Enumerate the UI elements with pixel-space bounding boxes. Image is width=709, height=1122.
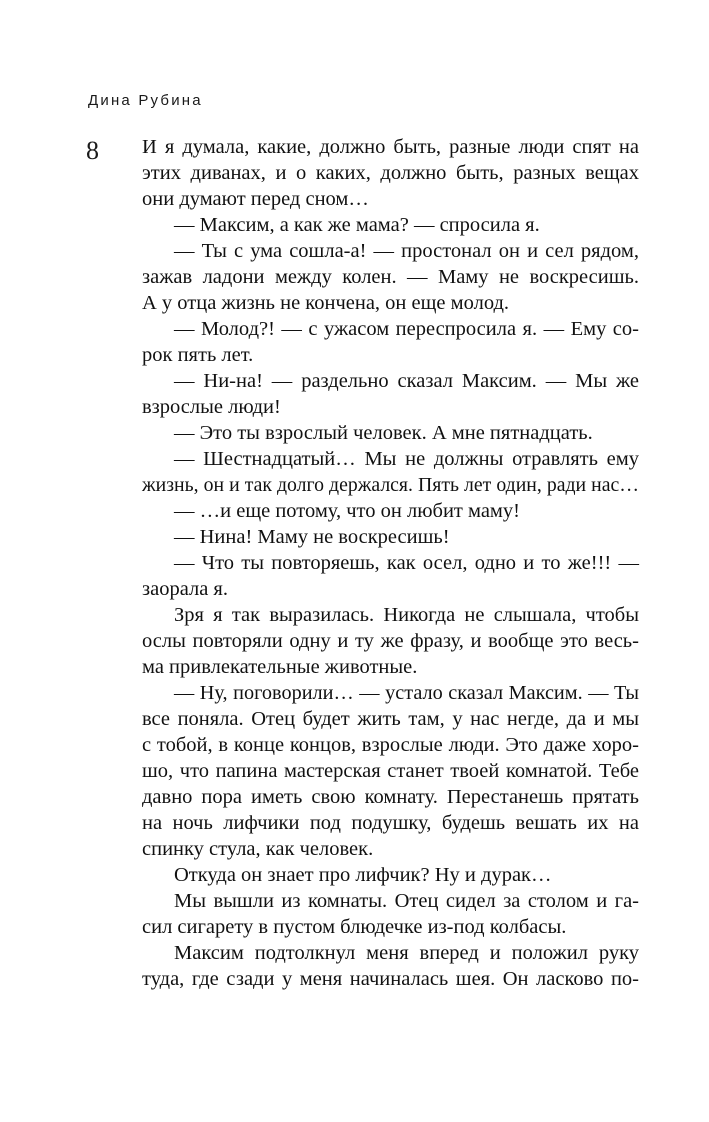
text-line: — Ну, поговорили… — устало сказал Максим. — Ты	[174, 682, 639, 704]
text-line: — …и еще потому, что он любит маму!	[174, 500, 520, 522]
text-line: они думают перед сном…	[142, 188, 369, 210]
text-line: рок пять лет.	[142, 344, 254, 366]
text-line: заорала я.	[142, 578, 228, 600]
text-line: с тобой, в конце концов, взрослые люди. Это даже хоро-	[142, 734, 639, 756]
text-line: на ночь лифчики под подушку, будешь вешать их на	[142, 812, 639, 834]
text-line: туда, где сзади у меня начиналась шея. Он ласково по-	[142, 968, 639, 990]
text-line: Мы вышли из комнаты. Отец сидел за столом и га-	[174, 890, 639, 912]
page-number: 8	[86, 136, 99, 165]
text-line: — Нина! Маму не воскресишь!	[174, 526, 450, 548]
text-line: — Молод?! — с ужасом переспросила я. — Ему со-	[174, 318, 639, 340]
text-line: Откуда он знает про лифчик? Ну и дурак…	[174, 864, 552, 886]
text-line: — Ни-на! — раздельно сказал Максим. — Мы же	[174, 370, 639, 392]
running-head-author: Дина Рубина	[88, 92, 203, 109]
text-line: Зря я так выразилась. Никогда не слышала, чтобы	[174, 604, 639, 626]
text-line: жизнь, он и так долго держался. Пять лет один, ради нас…	[142, 474, 639, 496]
text-line: шо, что папина мастерская станет твоей комнатой. Тебе	[142, 760, 639, 782]
text-line: — Что ты повторяешь, как осел, одно и то же!!! —	[174, 552, 639, 574]
text-column	[142, 134, 639, 992]
text-line: сил сигарету в пустом блюдечке из-под колбасы.	[142, 916, 567, 938]
text-line: — Шестнадцатый… Мы не должны отравлять ему	[174, 448, 639, 470]
text-line: все поняла. Отец будет жить там, у нас негде, да и мы	[142, 708, 639, 730]
text-line: — Максим, а как же мама? — спросила я.	[174, 214, 540, 236]
text-line: взрослые люди!	[142, 396, 281, 418]
text-line: И я думала, какие, должно быть, разные люди спят на	[142, 136, 639, 158]
text-line: ма привлекательные животные.	[142, 656, 418, 678]
text-line: Максим подтолкнул меня вперед и положил руку	[174, 942, 639, 964]
text-line: А у отца жизнь не кончена, он еще молод.	[142, 292, 510, 314]
text-line: спинку стула, как человек.	[142, 838, 374, 860]
text-line: давно пора иметь свою комнату. Перестанешь прятать	[142, 786, 639, 808]
text-line: — Ты с ума сошла-а! — простонал он и сел рядом,	[174, 240, 639, 262]
text-line: этих диванах, и о каких, должно быть, разных вещах	[142, 162, 639, 184]
text-line: зажав ладони между колен. — Маму не воскресишь.	[142, 266, 639, 288]
text-line: — Это ты взрослый человек. А мне пятнадцать.	[174, 422, 593, 444]
text-line: ослы повторяли одну и ту же фразу, и вообще это весь-	[142, 630, 639, 652]
